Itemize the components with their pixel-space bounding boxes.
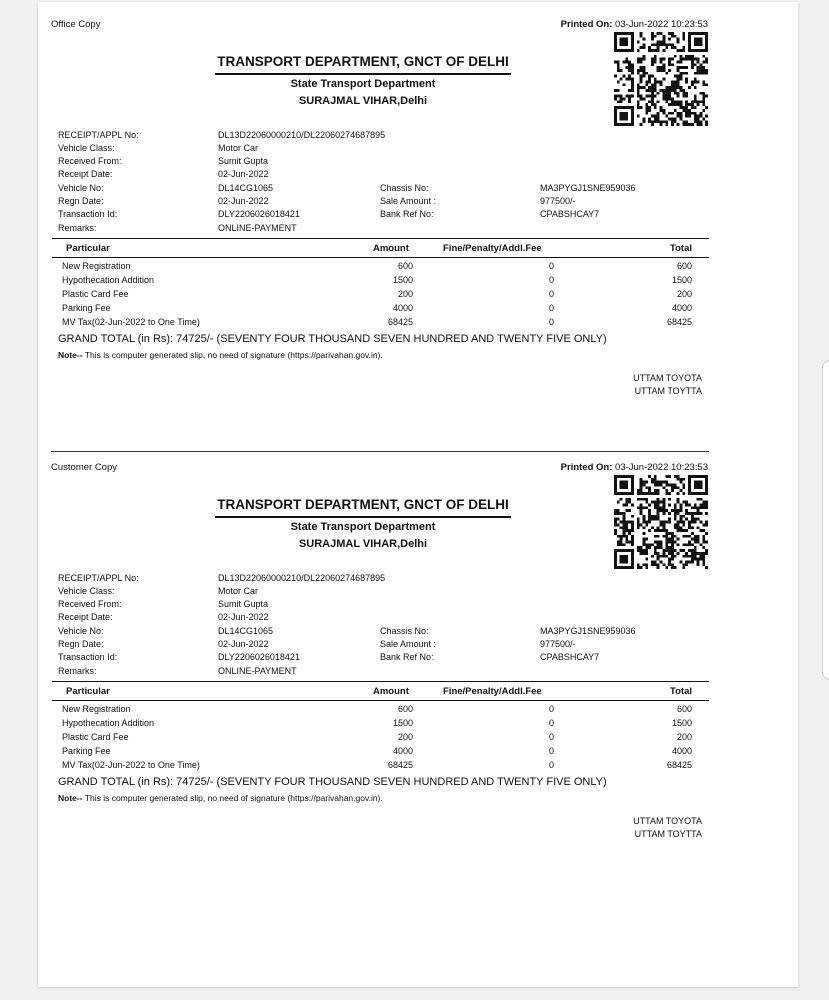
copy-label: Office Copy [51, 19, 101, 30]
office-location: SURAJMAL VIHAR,Delhi [298, 538, 428, 550]
row-amount: 68425 [387, 760, 413, 770]
row-amount: 68425 [387, 317, 413, 327]
header-particular: Particular [66, 243, 110, 254]
received-from-value: Sumit Gupta [218, 156, 269, 166]
row-fine: 0 [548, 718, 554, 728]
receipt-date-label: Receipt Date: [58, 612, 113, 622]
row-total: 4000 [671, 746, 692, 756]
transaction-id-label: Transaction Id: [58, 652, 118, 662]
row-amount: 200 [397, 732, 413, 742]
header-particular: Particular [66, 686, 110, 697]
note-text: This is computer generated slip, no need of signature (https://parivahan.gov.in). [82, 350, 383, 360]
row-fine: 0 [548, 289, 554, 299]
row-total: 68425 [666, 317, 692, 327]
receipt-slip-office [0, 2, 760, 422]
remarks-label: Remarks: [58, 666, 97, 676]
row-total: 600 [676, 704, 692, 714]
scroll-handle[interactable] [822, 360, 829, 680]
row-fine: 0 [548, 317, 554, 327]
bank-ref-value: CPABSHCAY7 [540, 209, 600, 219]
vehicle-class-label: Vehicle Class: [58, 586, 115, 596]
printed-value: 03-Jun-2022 10:23:53 [615, 462, 708, 473]
printed-on [561, 19, 708, 30]
department-title: TRANSPORT DEPARTMENT, GNCT OF DELHI [215, 54, 511, 75]
remarks-value: ONLINE-PAYMENT [218, 666, 297, 676]
row-total: 4000 [671, 303, 692, 313]
regn-date-value: 02-Jun-2022 [218, 639, 269, 649]
receipt-date-label: Receipt Date: [58, 169, 113, 179]
row-total: 1500 [671, 718, 692, 728]
note-text: This is computer generated slip, no need of signature (https://parivahan.gov.in). [82, 793, 383, 803]
department-title: TRANSPORT DEPARTMENT, GNCT OF DELHI [215, 497, 511, 518]
note-label: Note-- [58, 350, 83, 360]
header-amount: Amount [373, 243, 409, 254]
receipt-value: DL13D22060000210/DL22060274687895 [218, 130, 386, 140]
receipt-date-value: 02-Jun-2022 [218, 169, 269, 179]
table-header-rule [52, 257, 709, 258]
vehicle-no-label: Vehicle No: [58, 183, 104, 193]
row-fine: 0 [548, 760, 554, 770]
row-particular: Parking Fee [62, 746, 111, 756]
sale-amount-label: Sale Amount : [380, 196, 437, 206]
regn-date-label: Regn Date: [58, 196, 104, 206]
bank-ref-value: CPABSHCAY7 [540, 652, 600, 662]
row-fine: 0 [548, 704, 554, 714]
vehicle-no-value: DL14CG1065 [218, 626, 274, 636]
row-particular: Hypothecation Addition [62, 718, 155, 728]
printed-value: 03-Jun-2022 10:23:53 [615, 19, 708, 30]
row-amount: 4000 [392, 746, 413, 756]
transaction-id-value: DLY2206026018421 [218, 209, 300, 219]
regn-date-value: 02-Jun-2022 [218, 196, 269, 206]
row-fine: 0 [548, 275, 554, 285]
dealer-name-alt: UTTAM TOYTTA [634, 386, 702, 396]
row-total: 200 [676, 732, 692, 742]
grand-total: GRAND TOTAL (in Rs): 74725/- (SEVENTY FOUR THOUSAND SEVEN HUNDRED AND TWENTY FIVE ONLY) [58, 333, 607, 345]
received-from-label: Received From: [58, 156, 122, 166]
row-amount: 4000 [392, 303, 413, 313]
vehicle-no-value: DL14CG1065 [218, 183, 274, 193]
chassis-value: MA3PYGJ1SNE959036 [540, 626, 636, 636]
dealer-name-alt: UTTAM TOYTTA [634, 829, 702, 839]
receipt-label: RECEIPT/APPL No: [58, 573, 139, 583]
receipt-label: RECEIPT/APPL No: [58, 130, 139, 140]
vehicle-class-value: Motor Car [218, 143, 259, 153]
department-subtitle: State Transport Department [290, 78, 436, 90]
printed-label: Printed On: [560, 462, 613, 473]
header-total: Total [670, 243, 692, 254]
table-header-rule [52, 700, 709, 701]
remarks-value: ONLINE-PAYMENT [218, 223, 297, 233]
header-total: Total [670, 686, 692, 697]
qr-code [614, 475, 708, 569]
dealer-name: UTTAM TOYOTA [633, 816, 702, 826]
header-amount: Amount [373, 686, 409, 697]
row-particular: MV Tax(02-Jun-2022 to One Time) [62, 760, 200, 770]
row-amount: 200 [397, 289, 413, 299]
note [58, 350, 383, 360]
row-total: 68425 [666, 760, 692, 770]
receipt-slip-customer [0, 445, 760, 865]
vehicle-no-label: Vehicle No: [58, 626, 104, 636]
printed-label: Printed On: [560, 19, 613, 30]
header-fine: Fine/Penalty/Addl.Fee [443, 686, 542, 697]
row-particular: Plastic Card Fee [62, 289, 129, 299]
row-amount: 600 [397, 261, 413, 271]
row-fine: 0 [548, 732, 554, 742]
chassis-value: MA3PYGJ1SNE959036 [540, 183, 636, 193]
chassis-label: Chassis No: [380, 183, 429, 193]
note-label: Note-- [58, 793, 83, 803]
receipt-value: DL13D22060000210/DL22060274687895 [218, 573, 386, 583]
copy-label: Customer Copy [51, 462, 117, 473]
department-subtitle: State Transport Department [290, 521, 436, 533]
receipt-date-value: 02-Jun-2022 [218, 612, 269, 622]
office-location: SURAJMAL VIHAR,Delhi [298, 95, 428, 107]
row-total: 600 [676, 261, 692, 271]
bank-ref-label: Bank Ref No: [380, 209, 434, 219]
row-particular: New Registration [62, 704, 131, 714]
remarks-label: Remarks: [58, 223, 97, 233]
vehicle-class-label: Vehicle Class: [58, 143, 115, 153]
row-fine: 0 [548, 303, 554, 313]
received-from-value: Sumit Gupta [218, 599, 269, 609]
printed-on [561, 462, 708, 473]
received-from-label: Received From: [58, 599, 122, 609]
row-particular: New Registration [62, 261, 131, 271]
row-amount: 600 [397, 704, 413, 714]
bank-ref-label: Bank Ref No: [380, 652, 434, 662]
table-top-rule [52, 681, 709, 682]
chassis-label: Chassis No: [380, 626, 429, 636]
row-total: 200 [676, 289, 692, 299]
row-particular: Hypothecation Addition [62, 275, 155, 285]
dealer-name: UTTAM TOYOTA [633, 373, 702, 383]
grand-total: GRAND TOTAL (in Rs): 74725/- (SEVENTY FOUR THOUSAND SEVEN HUNDRED AND TWENTY FIVE ONLY) [58, 776, 607, 788]
row-fine: 0 [548, 261, 554, 271]
sale-amount-value: 977500/- [540, 196, 576, 206]
transaction-id-value: DLY2206026018421 [218, 652, 300, 662]
row-fine: 0 [548, 746, 554, 756]
row-particular: Parking Fee [62, 303, 111, 313]
transaction-id-label: Transaction Id: [58, 209, 118, 219]
row-total: 1500 [671, 275, 692, 285]
row-amount: 1500 [392, 718, 413, 728]
regn-date-label: Regn Date: [58, 639, 104, 649]
note [58, 793, 383, 803]
table-top-rule [52, 238, 709, 239]
row-particular: MV Tax(02-Jun-2022 to One Time) [62, 317, 200, 327]
qr-code [614, 32, 708, 126]
row-amount: 1500 [392, 275, 413, 285]
vehicle-class-value: Motor Car [218, 586, 259, 596]
row-particular: Plastic Card Fee [62, 732, 129, 742]
sale-amount-label: Sale Amount : [380, 639, 437, 649]
header-fine: Fine/Penalty/Addl.Fee [443, 243, 542, 254]
sale-amount-value: 977500/- [540, 639, 576, 649]
